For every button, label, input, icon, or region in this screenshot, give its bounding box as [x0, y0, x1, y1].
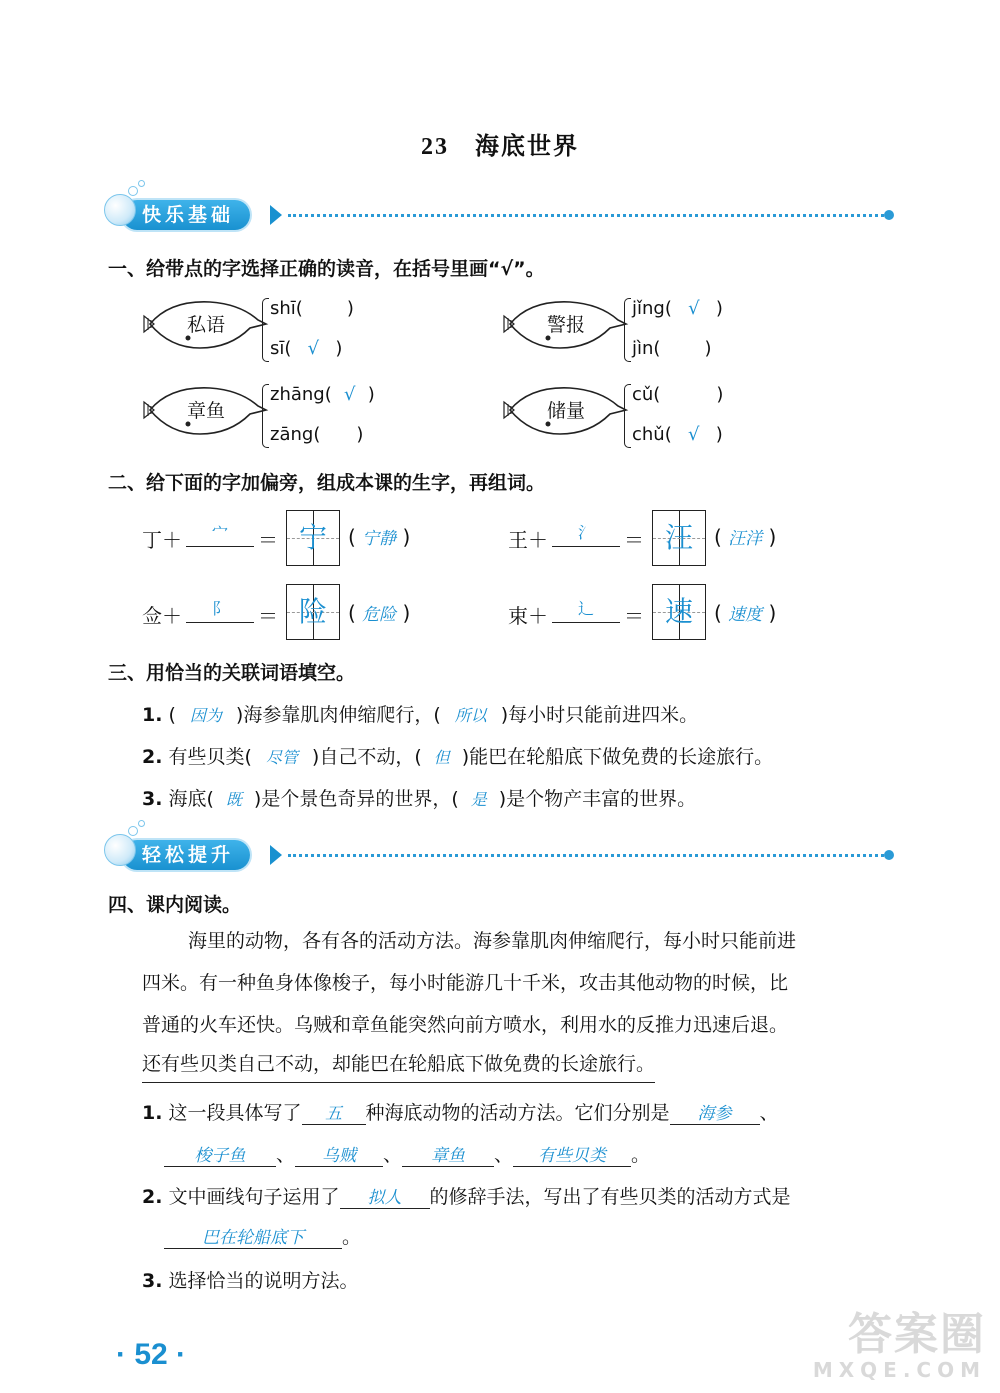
- passage-line: 海里的动物，各有各的活动方法。海参靠肌肉伸缩爬行，每小时只能前进: [188, 930, 797, 952]
- pinyin-option: jǐng( √ ): [632, 298, 723, 319]
- answer-check: √: [688, 424, 700, 445]
- pinyin-option: zāng( ): [270, 424, 364, 445]
- watermark-logo: 答案圈 MXQE.COM: [812, 1309, 986, 1382]
- radical-base: 束＋: [508, 604, 548, 628]
- question-4-heading: 四、课内阅读。: [108, 894, 242, 916]
- answer-check: √: [688, 298, 700, 319]
- brace: [624, 384, 631, 448]
- shell-item: [500, 380, 630, 440]
- character-grid: 汪: [652, 510, 706, 566]
- word-answer: ( 汪洋 ): [714, 525, 777, 549]
- question-3-heading: 三、用恰当的关联词语填空。: [108, 662, 356, 684]
- bubble-icon: [138, 180, 145, 187]
- equals-sign: ＝: [624, 528, 644, 552]
- word-answer: ( 危险 ): [348, 601, 411, 625]
- answer-check: √: [344, 384, 356, 405]
- bubble-icon: [138, 820, 145, 827]
- sub-question-2: 2. 文中画线句子运用了 拟人 的修辞手法，写出了有些贝类的活动方式是: [142, 1182, 791, 1209]
- bubble-icon: [104, 834, 136, 866]
- brace: [262, 298, 269, 362]
- sub-question-2-answer: 巴在轮船底下 。: [164, 1222, 361, 1249]
- dot-icon: [884, 210, 894, 220]
- shell-word: 储量: [546, 400, 585, 422]
- radical-answer: 氵: [552, 520, 620, 547]
- passage-line: 四米。有一种鱼身体像梭子，每小时能游几十千米，攻击其他动物的时候，比: [142, 972, 789, 994]
- character-grid: 险: [286, 584, 340, 640]
- equals-sign: ＝: [258, 528, 278, 552]
- pinyin-option: chǔ( √ ): [632, 424, 723, 445]
- section-banner-basic: [100, 200, 900, 234]
- radical-answer: 辶: [552, 596, 620, 623]
- page-title: [0, 126, 1000, 161]
- equals-sign: ＝: [258, 604, 278, 628]
- word-answer: ( 速度 ): [714, 601, 777, 625]
- shell-item: [140, 294, 270, 354]
- banner-label: 快乐基础: [122, 200, 250, 230]
- dotted-divider: [288, 854, 884, 857]
- bubble-icon: [104, 194, 136, 226]
- radical-answer: 阝: [186, 596, 254, 623]
- lesson-title: 海底世界: [475, 132, 579, 160]
- shell-word: 章鱼: [186, 400, 225, 422]
- character-grid: 宁: [286, 510, 340, 566]
- question-1-heading: 一、给带点的字选择正确的读音，在括号里画“√”。: [108, 258, 545, 280]
- word-answer: ( 宁静 ): [348, 525, 411, 549]
- character-grid: 速: [652, 584, 706, 640]
- passage-line: 普通的火车还快。乌贼和章鱼能突然向前方喷水，利用水的反推力迅速后退。: [142, 1014, 789, 1036]
- shell-item: [500, 294, 630, 354]
- passage-underlined-line: 还有些贝类自己不动，却能巴在轮船底下做免费的长途旅行。: [142, 1046, 655, 1083]
- pinyin-option: cǔ( ): [632, 384, 724, 405]
- brace: [262, 384, 269, 448]
- shell-item: [140, 380, 270, 440]
- banner-label: 轻松提升: [122, 840, 250, 870]
- fill-line-3: 3. 海底( 既 )是个景色奇异的世界，( 是 )是个物产丰富的世界。: [142, 788, 697, 810]
- page-number: · 52 ·: [116, 1338, 187, 1371]
- bubble-icon: [128, 186, 138, 196]
- fill-line-2: 2. 有些贝类( 尽管 )自己不动，( 但 )能巴在轮船底下做免费的长途旅行。: [142, 746, 774, 768]
- pinyin-option: shī( ): [270, 298, 354, 319]
- shell-word: 私语: [186, 314, 225, 336]
- equals-sign: ＝: [624, 604, 644, 628]
- sub-question-1: 1. 这一段具体写了 五 种海底动物的活动方法。它们分别是 海参 、: [142, 1098, 779, 1125]
- bubble-icon: [128, 826, 138, 836]
- question-2-heading: 二、给下面的字加偏旁，组成本课的生字，再组词。: [108, 472, 546, 494]
- lesson-number: 23: [421, 134, 449, 160]
- brace: [624, 298, 631, 362]
- radical-answer: 宀: [186, 520, 254, 547]
- arrow-icon: [270, 845, 282, 865]
- radical-base: 丁＋: [142, 528, 182, 552]
- fill-line-1: 1. ( 因为 )海参靠肌肉伸缩爬行，( 所以 )每小时只能前进四米。: [142, 704, 699, 726]
- radical-base: 王＋: [508, 528, 548, 552]
- pinyin-option: zhāng( √ ): [270, 384, 375, 405]
- dotted-divider: [288, 214, 884, 217]
- section-banner-advanced: [100, 840, 900, 874]
- answer-check: √: [307, 338, 320, 359]
- shell-word: 警报: [546, 314, 585, 336]
- dot-icon: [884, 850, 894, 860]
- arrow-icon: [270, 205, 282, 225]
- pinyin-option: jìn( ): [632, 338, 712, 359]
- sub-question-1-list: 梭子鱼 、 乌贼 、 章鱼 、 有些贝类 。: [164, 1140, 650, 1167]
- sub-question-3: 3. 选择恰当的说明方法。: [142, 1270, 359, 1292]
- pinyin-option: sī( √ ): [270, 338, 343, 359]
- radical-base: 佥＋: [142, 604, 182, 628]
